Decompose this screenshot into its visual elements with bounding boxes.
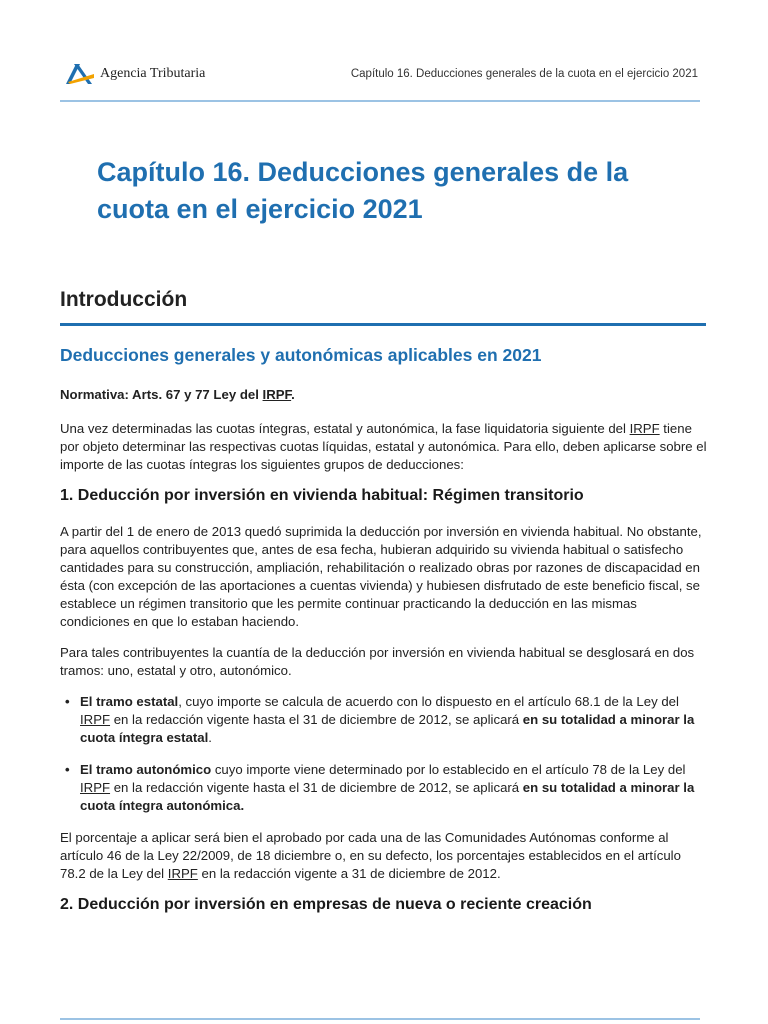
page-header xyxy=(60,56,700,102)
irpf-link[interactable]: IRPF xyxy=(80,712,111,727)
running-head: Capítulo 16. Deducciones generales de la cuota en el ejercicio 2021 xyxy=(350,68,698,80)
irpf-link[interactable]: IRPF xyxy=(80,780,111,795)
normativa-line: Normativa: Arts. 67 y 77 Ley del IRPF. xyxy=(60,387,295,402)
paragraph-intro: Una vez determinadas las cuotas íntegras, estatal y autonómica, la fase liquidatoria siguiente del IRPF tiene por objeto determinar las respectivas cuotas líquidas, estatal y autonómica. Para ello, deben aplicarse sobre el importe de las cuotas íntegras los siguientes grupos de deducciones: xyxy=(60,421,707,472)
tramos-list xyxy=(60,693,710,815)
document-body xyxy=(60,386,710,932)
agencia-tributaria-logo-icon xyxy=(64,60,96,86)
introduction-heading: Introducción xyxy=(60,288,188,311)
subsection-heading: Deducciones generales y autonómicas aplicables en 2021 xyxy=(60,345,542,365)
logo-text: Agencia Tributaria xyxy=(100,66,206,81)
introduction-divider xyxy=(60,323,706,326)
bullet-dot: • xyxy=(65,694,70,709)
paragraph-tramos: Para tales contribuyentes la cuantía de la deducción por inversión en vivienda habitual se desglosará en dos tramos: uno, estatal y otro, autonómico. xyxy=(60,645,695,678)
paragraph-regimen-transitorio: A partir del 1 de enero de 2013 quedó suprimida la deducción por inversión en vivienda habitual. No obstante, para aquellos contribuyentes que, antes de esa fecha, hubieran adquirido su vivienda habitual o satisfecho cantidades para su construcción, ampliación, rehabilitación o realizado obras por razones de discapacidad en ésta (con excepción de las aportaciones a cuentas vivienda) y hubiesen disfrutado de este beneficio fiscal, se establece un régimen transitorio que les permite continuar practicando la deducción en las mismas condiciones en que lo estaban haciendo. xyxy=(60,524,702,629)
agencia-tributaria-logo xyxy=(64,60,205,86)
footer-divider xyxy=(60,1018,700,1020)
paragraph-porcentaje: El porcentaje a aplicar será bien el aprobado por cada una de las Comunidades Autónomas conforme al artículo 46 de la Ley 22/2009, de 18 diciembre o, en su defecto, los porcentajes establecidos en el artículo 78.2 de la Ley del IRPF en la redacción vigente a 31 de diciembre de 2012. xyxy=(60,830,681,881)
list-item: • El tramo autonómico cuyo importe viene determinado por lo establecido en el artículo 78 de la Ley del IRPF en la redacción vigente hasta el 31 de diciembre de 2012, se aplicará en su totalidad a minorar la cuota íntegra autonómica. xyxy=(65,762,695,813)
section-2-heading: 2. Deducción por inversión en empresas de nueva o reciente creación xyxy=(60,896,592,913)
irpf-link[interactable]: IRPF xyxy=(262,387,292,402)
irpf-link[interactable]: IRPF xyxy=(629,421,660,436)
section-1-heading: 1. Deducción por inversión en vivienda habitual: Régimen transitorio xyxy=(60,487,584,504)
irpf-link[interactable]: IRPF xyxy=(167,866,198,881)
bullet-dot: • xyxy=(65,762,70,777)
list-item: • El tramo estatal, cuyo importe se calcula de acuerdo con lo dispuesto en el artículo 68.1 de la Ley del IRPF en la redacción vigente hasta el 31 de diciembre de 2012, se aplicará en su totalidad a minorar la cuota íntegra estatal. xyxy=(65,694,695,745)
chapter-title: Capítulo 16. Deducciones generales de la cuota en el ejercicio 2021 xyxy=(97,157,629,224)
